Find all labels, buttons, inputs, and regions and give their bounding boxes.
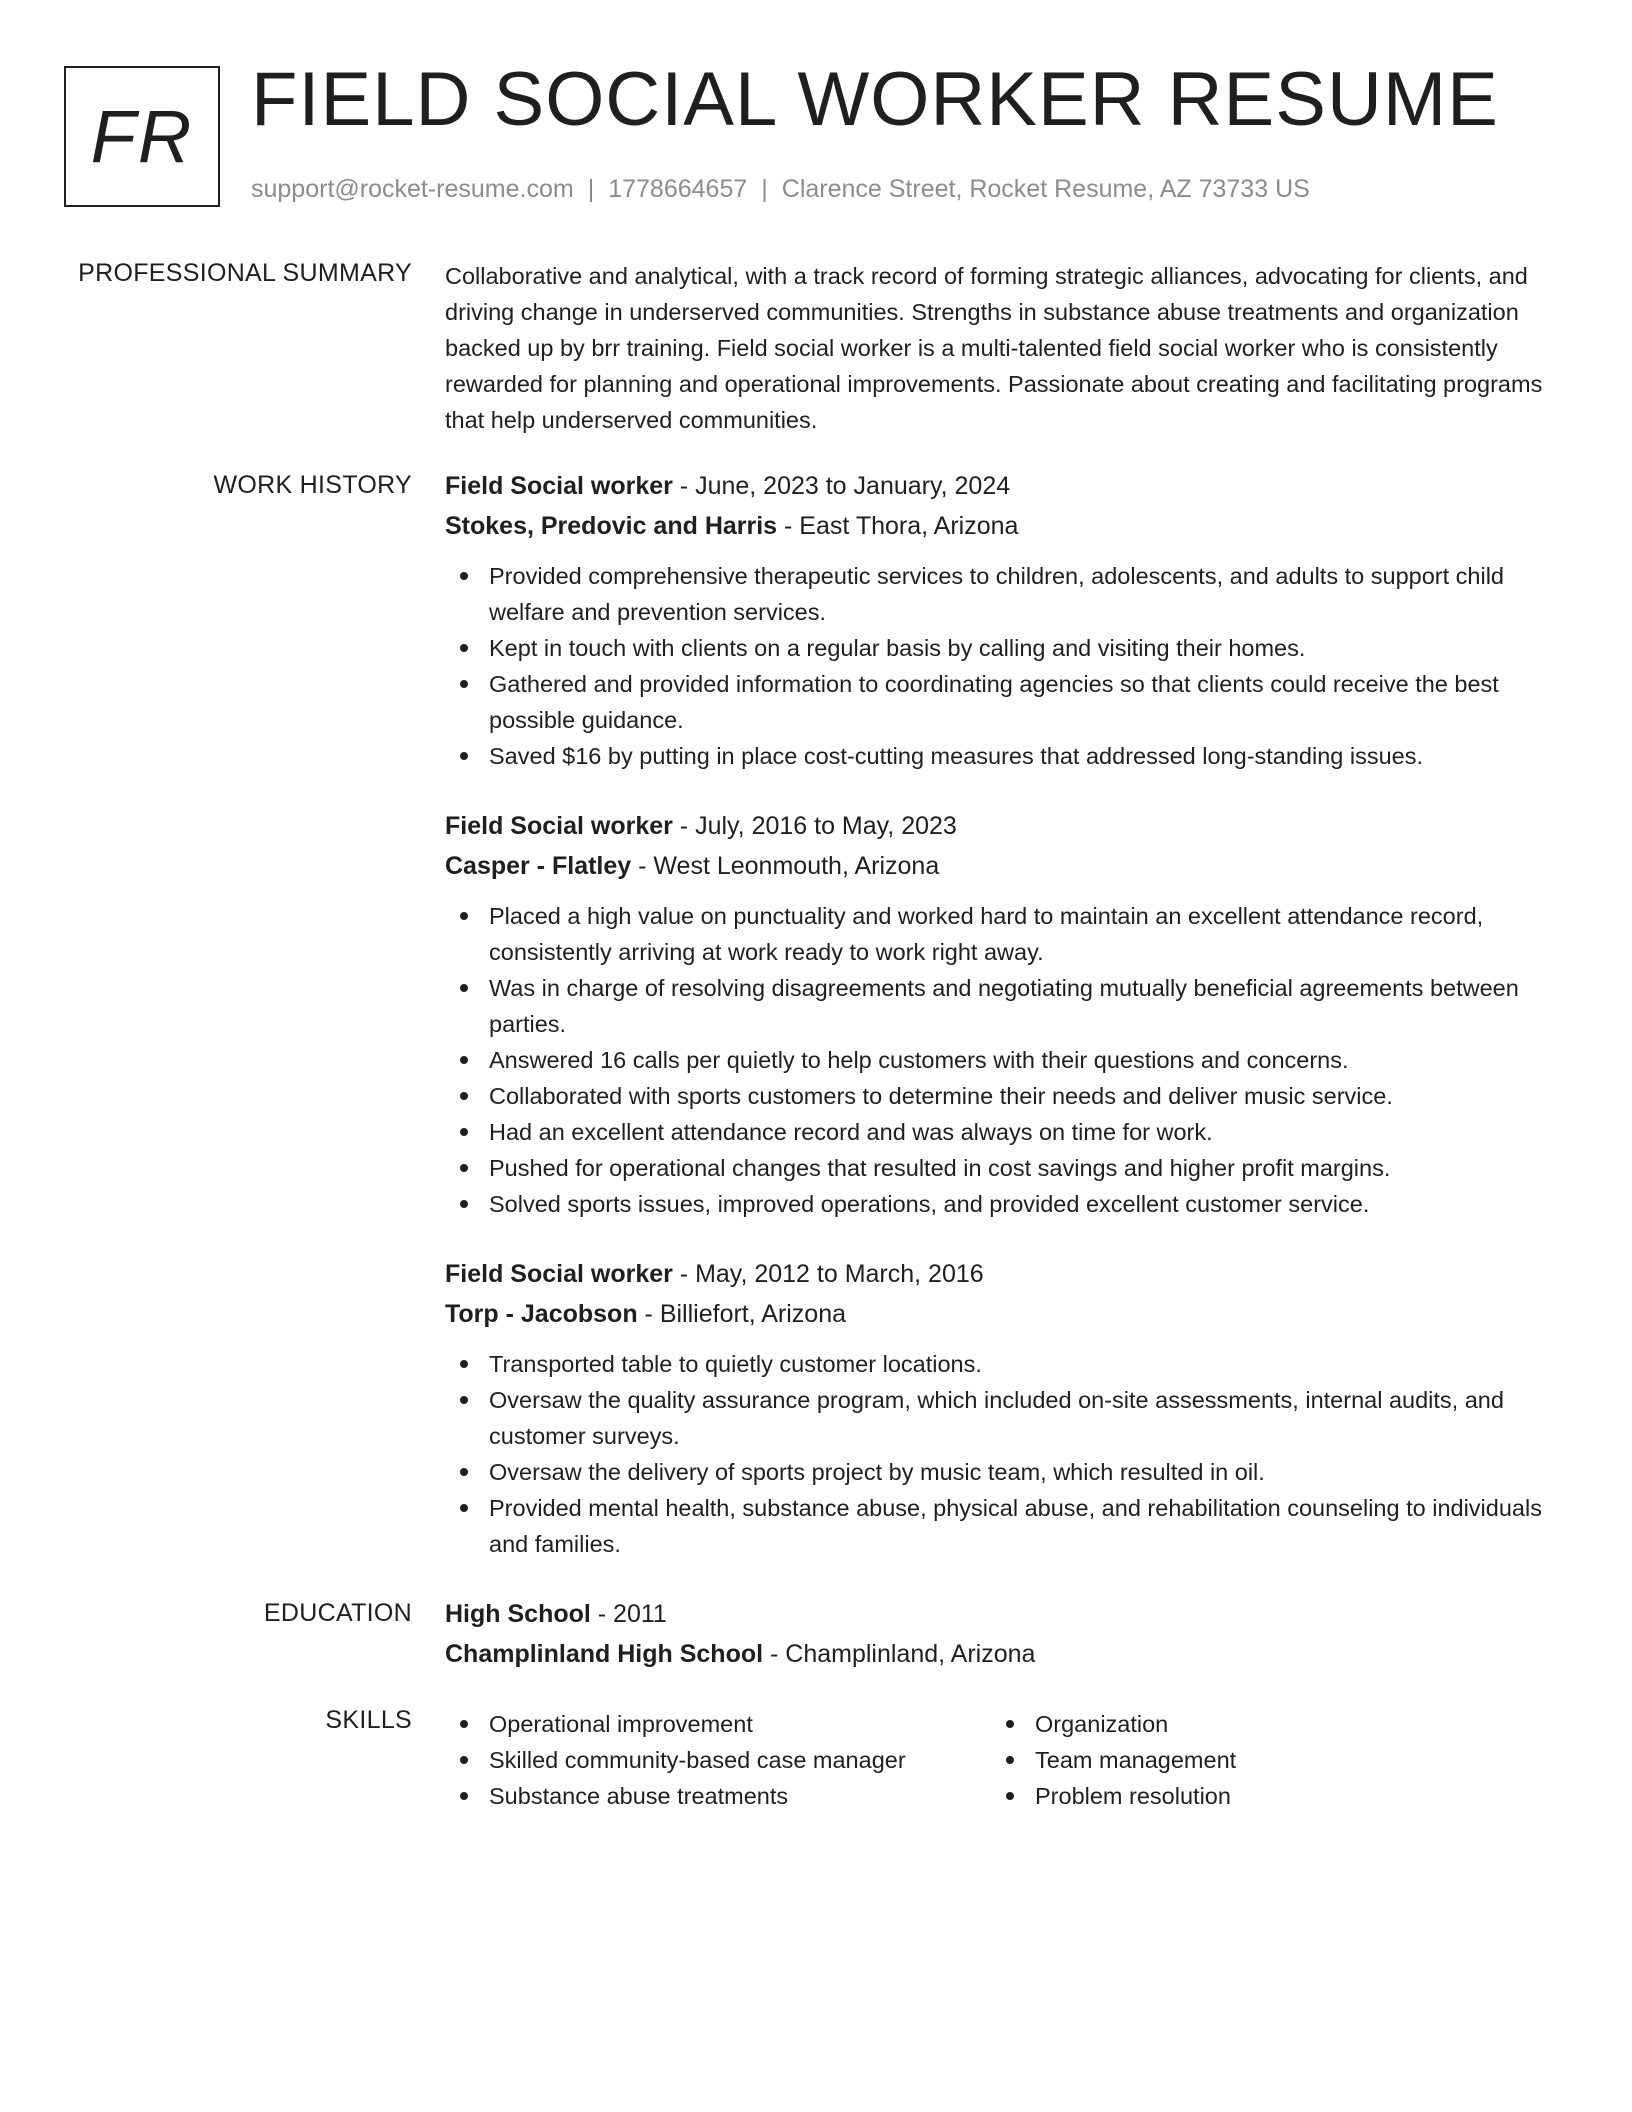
education-degree: High School	[445, 1600, 591, 1628]
job-title-line	[445, 806, 1560, 846]
education-school: Champlinland High School	[445, 1640, 764, 1668]
job-dates: - May, 2012 to March, 2016	[672, 1260, 984, 1288]
job-bullet: Had an excellent attendance record and was always on time for work.	[445, 1114, 1560, 1150]
job-bullet: Pushed for operational changes that resulted in cost savings and higher profit margins.	[445, 1150, 1560, 1186]
job-bullet: Solved sports issues, improved operations, and provided excellent customer service.	[445, 1186, 1560, 1222]
contact-address: Clarence Street, Rocket Resume, AZ 73733 US	[781, 175, 1310, 203]
summary-text: Collaborative and analytical, with a track record of forming strategic alliances, advocating for clients, and driving change in underserved communities. Strengths in substance abuse treatments and organization backed up by brr training. Field social worker is a multi-talented field social worker who is consistently rewarded for planning and operational improvements. Passionate about creating and facilitating programs that help underserved communities.	[445, 263, 1543, 433]
job-location: - West Leonmouth, Arizona	[631, 852, 940, 880]
contact-email: support@rocket-resume.com	[251, 175, 574, 203]
job-company-line	[445, 846, 1560, 886]
education-school-line	[445, 1634, 1560, 1674]
skill-item: Operational improvement	[445, 1706, 991, 1742]
job-location: - East Thora, Arizona	[777, 512, 1019, 540]
education-year: - 2011	[590, 1600, 667, 1628]
job-title-line	[445, 466, 1560, 506]
job-company: Casper - Flatley	[445, 852, 632, 880]
skill-item: Organization	[991, 1706, 1537, 1742]
contact-phone: 1778664657	[608, 175, 748, 203]
job-bullet: Saved $16 by putting in place cost-cutting measures that addressed long-standing issues.	[445, 738, 1560, 774]
job-title: Field Social worker	[445, 812, 673, 840]
skill-item: Substance abuse treatments	[445, 1778, 991, 1814]
job-company-line	[445, 506, 1560, 546]
education-location: - Champlinland, Arizona	[763, 1640, 1036, 1668]
education-body	[445, 1594, 1560, 1674]
resume-title: FIELD SOCIAL WORKER RESUME	[251, 57, 1499, 142]
skill-item: Team management	[991, 1742, 1537, 1778]
job-bullet: Was in charge of resolving disagreements and negotiating mutually beneficial agreements between parties.	[445, 970, 1560, 1042]
skills-column-2	[991, 1706, 1537, 1814]
job-location: - Billiefort, Arizona	[637, 1300, 847, 1328]
job-entry	[445, 466, 1560, 774]
job-company-line	[445, 1294, 1560, 1334]
job-bullet: Kept in touch with clients on a regular basis by calling and visiting their homes.	[445, 630, 1560, 666]
job-bullets	[445, 558, 1560, 774]
section-label-education: EDUCATION	[263, 1599, 412, 1627]
skills-column-1	[445, 1706, 991, 1814]
job-bullet: Gathered and provided information to coordinating agencies so that clients could receive the best possible guidance.	[445, 666, 1560, 738]
work-history-body	[445, 466, 1560, 1594]
skills-columns	[445, 1706, 1560, 1814]
skills-list	[991, 1706, 1537, 1814]
job-entry	[445, 1254, 1560, 1562]
contact-separator: |	[761, 175, 768, 203]
job-bullets	[445, 1346, 1560, 1562]
contact-line	[251, 175, 1310, 204]
education-degree-line	[445, 1594, 1560, 1634]
contact-separator: |	[587, 175, 595, 203]
job-title: Field Social worker	[445, 1260, 673, 1288]
skills-list	[445, 1706, 991, 1814]
job-bullet: Placed a high value on punctuality and worked hard to maintain an excellent attendance record, consistently arriving at work ready to work right away.	[445, 898, 1560, 970]
job-dates: - July, 2016 to May, 2023	[672, 812, 957, 840]
monogram-box	[64, 66, 220, 207]
job-bullet: Provided comprehensive therapeutic services to children, adolescents, and adults to support child welfare and prevention services.	[445, 558, 1560, 630]
job-company: Torp - Jacobson	[445, 1300, 638, 1328]
job-bullet: Collaborated with sports customers to determine their needs and deliver music service.	[445, 1078, 1560, 1114]
job-bullet: Provided mental health, substance abuse, physical abuse, and rehabilitation counseling to individuals and families.	[445, 1490, 1560, 1562]
job-bullets	[445, 898, 1560, 1222]
job-bullet: Oversaw the delivery of sports project by music team, which resulted in oil.	[445, 1454, 1560, 1490]
job-title-line	[445, 1254, 1560, 1294]
job-bullet: Answered 16 calls per quietly to help customers with their questions and concerns.	[445, 1042, 1560, 1078]
job-title: Field Social worker	[445, 472, 673, 500]
section-label-work-history: WORK HISTORY	[213, 471, 412, 499]
job-company: Stokes, Predovic and Harris	[445, 512, 778, 540]
job-bullet: Transported table to quietly customer locations.	[445, 1346, 1560, 1382]
section-label-summary: PROFESSIONAL SUMMARY	[78, 259, 412, 287]
section-label-skills: SKILLS	[325, 1706, 412, 1734]
skill-item: Skilled community-based case manager	[445, 1742, 991, 1778]
monogram-text: FR	[90, 95, 194, 178]
job-bullet: Oversaw the quality assurance program, which included on-site assessments, internal audits, and customer surveys.	[445, 1382, 1560, 1454]
skills-body	[445, 1706, 1560, 1814]
job-entry	[445, 806, 1560, 1222]
skill-item: Problem resolution	[991, 1778, 1537, 1814]
job-dates: - June, 2023 to January, 2024	[672, 472, 1011, 500]
